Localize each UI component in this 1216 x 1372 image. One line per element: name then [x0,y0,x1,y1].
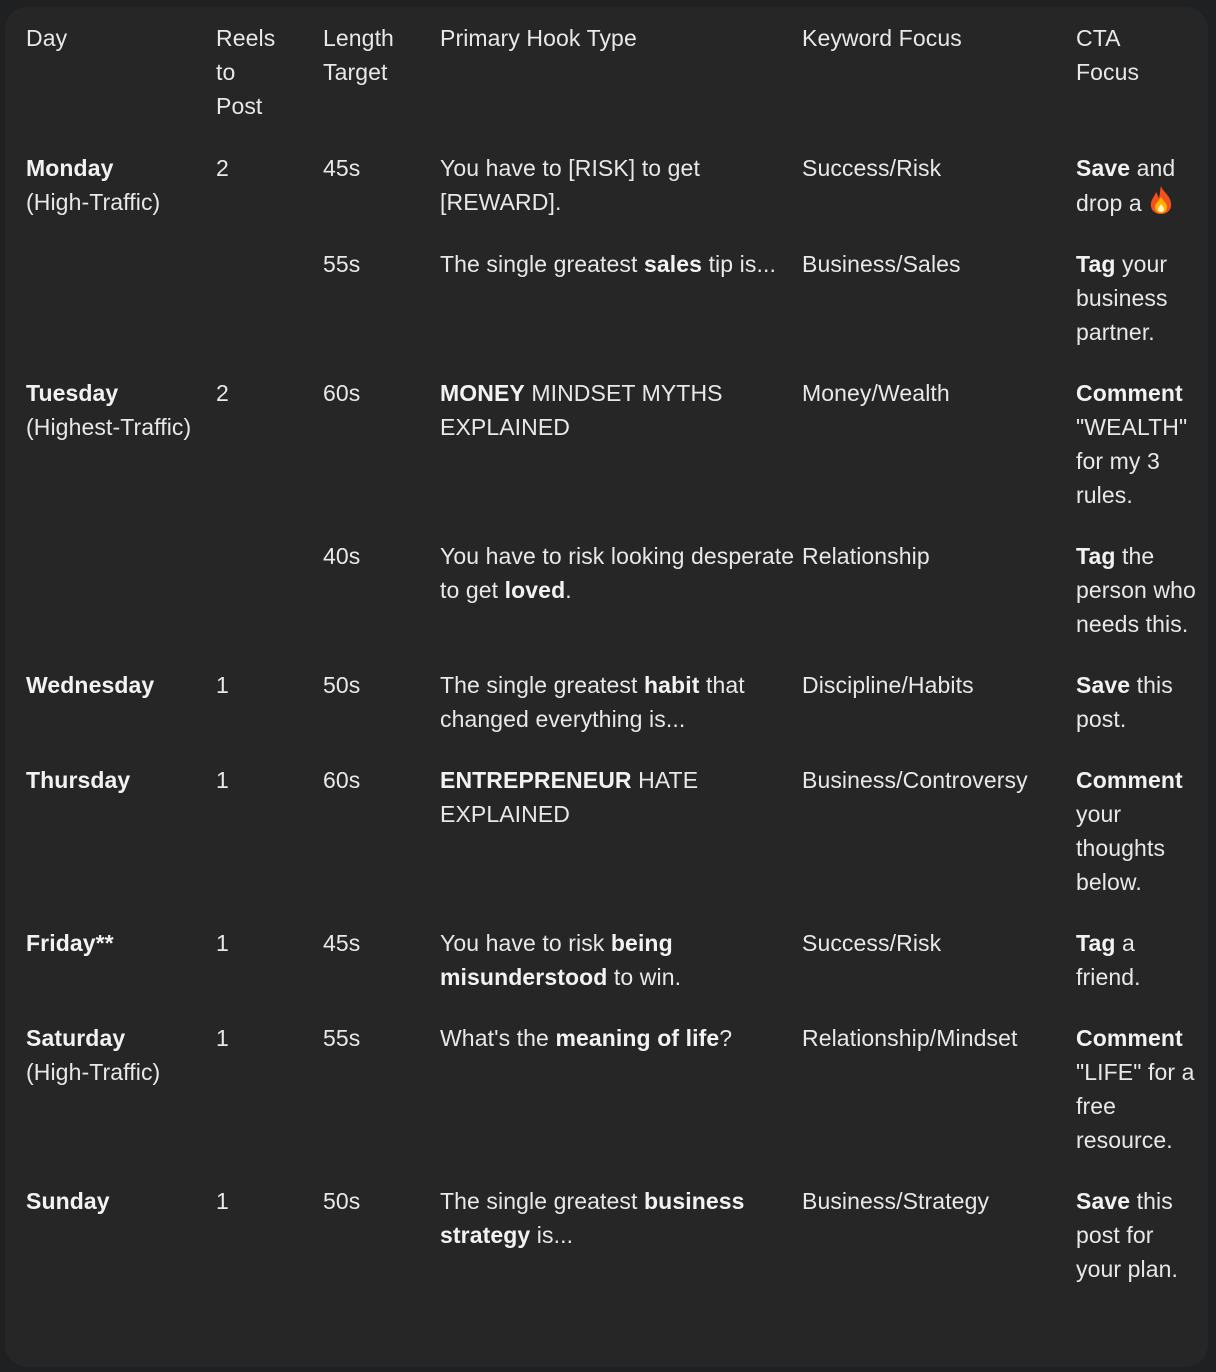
cell-keyword-focus: Business/Controversy [802,767,1028,793]
cell-reels-to-post: 1 [216,1188,229,1214]
table-row [26,1021,1196,1184]
table-row [26,247,1196,376]
table-row [26,926,1196,1021]
fire-emoji-icon [1148,185,1174,215]
cell-length-target: 50s [323,1188,361,1214]
header-line: Reels [216,25,276,51]
cell-keyword-focus: Success/Risk [802,155,942,181]
cta-action: Comment [1076,767,1183,793]
cell-day [26,763,216,926]
table-header-row [26,21,1196,151]
cell-length-target: 45s [323,930,361,956]
cell-keyword-focus: Discipline/Habits [802,672,974,698]
day-name: Thursday [26,767,131,793]
cell-day [26,247,216,376]
cell-cta-focus [1076,539,1196,668]
hook-emphasis: habit [644,672,700,698]
cell-keyword-focus: Business/Sales [802,251,961,277]
cell-primary-hook [440,247,802,376]
cta-text: a friend. [1076,930,1141,990]
cell-keyword-focus: Money/Wealth [802,380,950,406]
cta-action: Tag [1076,930,1116,956]
cell-length-target: 45s [323,155,361,181]
cell-day [26,1184,216,1313]
cell-cta-focus [1076,763,1196,926]
day-name: Tuesday [26,380,119,406]
cta-action: Comment [1076,380,1183,406]
table-row [26,151,1196,247]
hook-text: tip is... [702,251,776,277]
hook-emphasis: meaning of life [555,1025,720,1051]
cell-keyword-focus: Relationship [802,543,930,569]
cell-cta-focus [1076,1184,1196,1313]
header-cta-focus [1076,21,1196,151]
hook-emphasis: business strategy [440,1188,745,1248]
cell-primary-hook [440,926,802,1021]
hook-emphasis: sales [644,251,703,277]
cell-day [26,376,216,539]
header-line: CTA [1076,25,1121,51]
day-name: Saturday [26,1025,126,1051]
hook-text: The single greatest [440,251,645,277]
cta-text: this post for your plan. [1076,1188,1179,1282]
cell-primary-hook [440,668,802,763]
cell-cta-focus [1076,247,1196,376]
hook-text: is... [530,1222,574,1248]
header-line: Post [216,93,263,119]
cell-day [26,668,216,763]
hook-text: that changed everything is... [440,672,745,732]
cell-day [26,539,216,668]
cell-reels-to-post [216,539,323,668]
cta-text: "WEALTH" for my 3 rules. [1076,414,1188,508]
cell-cta-focus [1076,151,1196,247]
cta-text: this post. [1076,672,1173,732]
cta-action: Comment [1076,1025,1183,1051]
cta-text: and drop a [1076,155,1176,216]
day-name: Friday** [26,930,114,956]
cell-day [26,926,216,1021]
cell-length-target: 55s [323,251,361,277]
cell-day [26,151,216,247]
cell-reels-to-post: 1 [216,672,229,698]
header-line: Focus [1076,59,1140,85]
hook-emphasis: being misunderstood [440,930,673,990]
header-day: Day [26,25,68,51]
cell-cta-focus [1076,926,1196,1021]
header-reels-to-post [216,21,323,151]
cell-primary-hook [440,151,802,247]
hook-text: The single greatest [440,1188,645,1214]
cell-reels-to-post: 2 [216,380,229,406]
table-row [26,668,1196,763]
hook-emphasis: loved [504,577,566,603]
cta-text: "LIFE" for a free resource. [1076,1059,1195,1153]
cta-action: Save [1076,672,1131,698]
cta-text: the person who needs this. [1076,543,1196,637]
cell-day [26,1021,216,1184]
cell-keyword-focus: Business/Strategy [802,1188,990,1214]
cta-text: your business partner. [1076,251,1168,345]
table-row [26,1184,1196,1313]
header-keyword-focus: Keyword Focus [802,25,962,51]
hook-text: HATE EXPLAINED [440,767,699,827]
day-name: Monday [26,155,114,181]
cell-length-target: 60s [323,767,361,793]
cell-keyword-focus: Relationship/Mindset [802,1025,1018,1051]
cta-text: your thoughts below. [1076,801,1166,895]
hook-text: The single greatest [440,672,645,698]
schedule-table-panel [5,7,1208,1367]
header-length-target [323,21,440,151]
day-traffic-note: (High-Traffic) [26,189,161,215]
day-traffic-note: (High-Traffic) [26,1059,161,1085]
cell-length-target: 60s [323,380,361,406]
table-row [26,539,1196,668]
cell-primary-hook [440,763,802,926]
cell-reels-to-post: 1 [216,1025,229,1051]
day-name: Wednesday [26,672,155,698]
hook-text: . [565,577,572,603]
hook-text: ? [719,1025,733,1051]
header-line: Target [323,59,388,85]
cell-primary-hook [440,1021,802,1184]
day-name: Sunday [26,1188,110,1214]
cell-length-target: 55s [323,1025,361,1051]
hook-text: You have to risk [440,930,611,956]
cell-primary-hook [440,1184,802,1313]
hook-text: You have to [RISK] to get [REWARD]. [440,155,700,215]
hook-text: You have to risk looking desperate to get [440,543,795,603]
cell-cta-focus [1076,1021,1196,1184]
table-row [26,376,1196,539]
cell-reels-to-post: 1 [216,930,229,956]
cta-action: Save [1076,155,1131,181]
header-line: Length [323,25,394,51]
table-row [26,763,1196,926]
hook-text: What's the [440,1025,556,1051]
header-primary-hook-type: Primary Hook Type [440,25,637,51]
hook-text: MINDSET MYTHS EXPLAINED [440,380,723,440]
hook-emphasis: MONEY [440,380,525,406]
cell-keyword-focus: Success/Risk [802,930,942,956]
hook-emphasis: ENTREPRENEUR [440,767,632,793]
cta-action: Tag [1076,251,1116,277]
cell-length-target: 40s [323,543,361,569]
cell-reels-to-post [216,247,323,376]
day-traffic-note: (Highest-Traffic) [26,414,192,440]
cell-primary-hook [440,376,802,539]
cell-length-target: 50s [323,672,361,698]
cta-action: Tag [1076,543,1116,569]
cell-primary-hook [440,539,802,668]
cell-reels-to-post: 2 [216,155,229,181]
header-line: to [216,59,236,85]
reels-schedule-table [26,21,1196,1313]
cell-cta-focus [1076,668,1196,763]
cta-action: Save [1076,1188,1131,1214]
cell-reels-to-post: 1 [216,767,229,793]
hook-text: to win. [607,964,682,990]
cell-cta-focus [1076,376,1196,539]
